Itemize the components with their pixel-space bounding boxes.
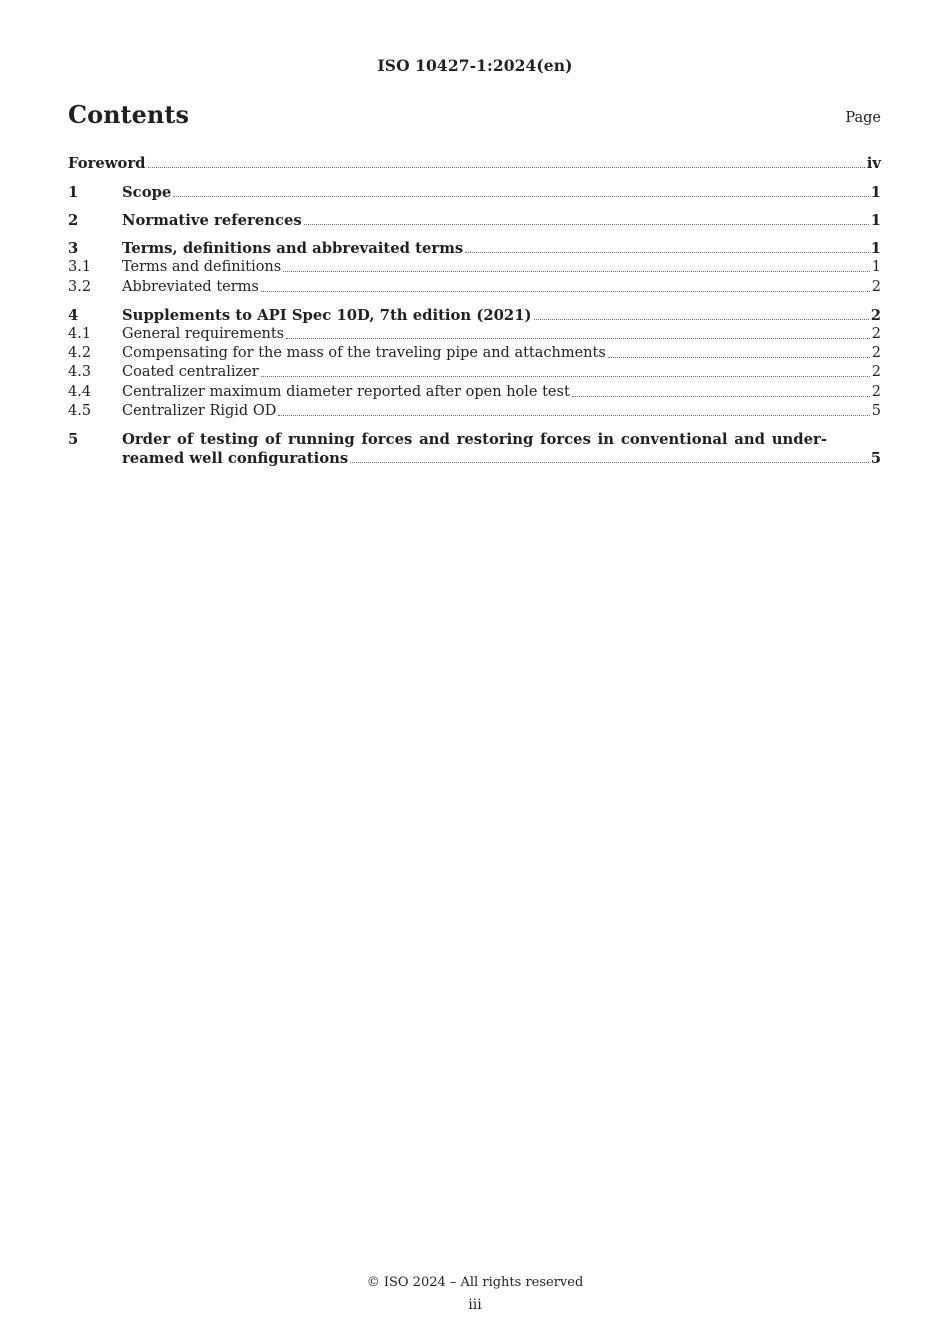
toc-entry-label: Compensating for the mass of the traveling pipe and attachments [122,345,606,362]
toc-entry-compensating-mass[interactable] [68,344,881,363]
toc-entry-label: Terms and definitions [122,259,282,276]
dot-leader [173,195,868,197]
toc-entry-foreword[interactable] [68,153,881,173]
toc-entry-label: Normative references [122,212,302,229]
toc-entry-page: 2 [871,364,881,381]
toc-entry-label: Supplements to API Spec 10D, 7th edition (2021) [122,306,532,324]
toc-entry-label: Centralizer maximum diameter reported after open hole test [122,383,570,400]
page-number: iii [468,1297,482,1313]
dot-leader [465,251,869,253]
toc-entry-label: Terms, definitions and abbrevaited terms [122,240,464,257]
dot-leader [261,375,870,377]
dot-leader [283,270,870,272]
toc-entry-abbreviated-terms[interactable] [68,277,881,296]
toc-entry-number: 5 [68,431,79,449]
dot-leader [608,356,870,358]
toc-entry-centralizer-max-diameter[interactable] [68,382,881,401]
toc-entry-number: 4.4 [68,383,92,400]
toc-entry-number: 4 [68,306,79,324]
page-column-label: Page [845,110,881,126]
toc-entry-number: 2 [68,212,79,229]
toc-entry-number: 4.2 [68,345,92,362]
copyright-notice: © ISO 2024 – All rights reserved [366,1275,584,1290]
toc-entry-page: 5 [870,450,881,468]
dot-leader [572,395,870,397]
toc-entry-label: Foreword [68,155,146,172]
toc-entry-page: 2 [870,306,881,324]
toc-entry-page: 2 [871,278,881,295]
toc-entry-number: 1 [68,184,79,201]
toc-entry-centralizer-rigid-od[interactable] [68,402,881,421]
toc-entry-coated-centralizer[interactable] [68,363,881,382]
dot-leader [304,223,869,225]
dot-leader [350,461,868,463]
toc-entry-page: 2 [871,383,881,400]
contents-heading [68,100,881,134]
toc-entry-scope[interactable] [68,173,881,202]
toc-entry-label: Centralizer Rigid OD [122,403,277,420]
toc-entry-page: 1 [870,240,881,257]
toc-entry-label: Scope [122,184,172,201]
toc-entry-order-of-testing[interactable] [68,430,881,468]
toc-entry-page: 1 [870,212,881,229]
toc-entry-general-requirements[interactable] [68,325,881,344]
toc-entry-normative-references[interactable] [68,202,881,230]
toc-entry-label: Coated centralizer [122,364,259,381]
table-of-contents [68,153,881,468]
toc-entry-page: 1 [871,259,881,276]
toc-entry-terms-definitions[interactable] [68,230,881,258]
dot-leader [261,290,870,292]
toc-entry-number: 3 [68,240,79,257]
toc-entry-page: 1 [870,184,881,201]
toc-entry-label: Abbreviated terms [122,278,259,295]
document-id-header: ISO 10427-1:2024(en) [377,56,573,75]
contents-title: Contents [68,100,189,129]
dot-leader [286,337,870,339]
toc-entry-label-line1: Order of testing of running forces and restoring forces in conventional and under- [122,431,827,449]
toc-entry-page: 5 [871,403,881,420]
toc-entry-number: 3.1 [68,259,92,276]
toc-entry-number: 4.3 [68,364,92,381]
dot-leader [534,318,869,320]
toc-entry-label-line2: reamed well configurations [122,450,349,468]
toc-entry-page: iv [866,155,881,172]
toc-entry-number: 4.1 [68,325,92,342]
toc-entry-label: General requirements [122,325,285,342]
toc-entry-page: 2 [871,325,881,342]
dot-leader [148,166,865,168]
toc-entry-supplements[interactable] [68,297,881,325]
toc-entry-number: 3.2 [68,278,92,295]
dot-leader [278,414,869,416]
toc-entry-number: 4.5 [68,403,92,420]
toc-entry-page: 2 [871,345,881,362]
toc-entry-terms-and-definitions[interactable] [68,258,881,277]
